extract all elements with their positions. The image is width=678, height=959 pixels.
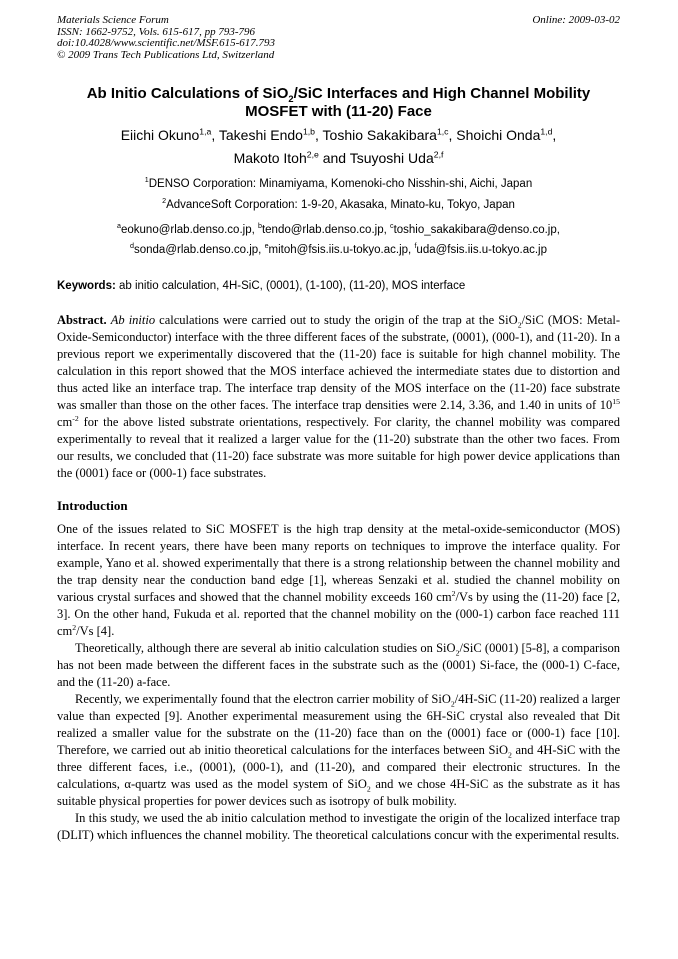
emails-line-2: $^d$sonda@rlab.denso.co.jp, $^e$mitoh@fsis.iis.u-tokyo.ac.jp, $^f$uda@fsis.iis.u-tokyo.ac.jp — [130, 242, 547, 256]
doi-line: doi:10.4028/www.scientific.net/MSF.615-617.793 — [57, 37, 276, 49]
abstract-text: Ab initio calculations were carried out to study the origin of the trap at the SiO$_2$/SiC (MOS: Metal-Oxide-Semiconductor) interface with the three different faces of the substrate, (0001), (000-1), and (11-20). In a previous report we experimentally discovered that the (11-20) face is suitable for high channel mobility. The calculation in this report showed that the MOS interface achieved the intermediate states due to distortion and thus acted like an interface trap. The interface trap density of the MOS interface on the (11-20) face substrate was smaller than those on the other faces. The interface trap densities were 2.14, 3.36, and 1.40 in units of $10^{15}$ $cm^{-2}$ for the above listed substrate orientations, respectively. For clarity, the channel mobility was compared experimentally to reveal that it realized a larger value for the (11-20) substrate than the other two faces. From our results, we concluded that (11-20) face substrate was more suitable for high power device applications than the (0001) face or (000-1) face substrates. — [57, 313, 621, 480]
paper-title-line-2: MOSFET with (11-20) Face — [245, 103, 432, 120]
authors-line-2: Makoto Itoh$^{2,e}$ and Tsuyoshi Uda$^{2,f}$ — [233, 149, 444, 166]
intro-paragraph-1: One of the issues related to SiC MOSFET is the high trap density at the metal-oxide-semiconductor (MOS) interface. In recent years, there have been many reports on techniques to improve the interface quality. For example, Yano et al. showed experimentally that there is a strong relationship between the channel mobility and the trap density near the conduction band edge [1], whereas Senzaki et al. studied the channel mobility on various crystal surfaces and showed that the channel mobility exceeds 160 $cm^2/Vs$ by using the (11-20) face [2, 3]. On the other hand, Fukuda et al. reported that the channel mobility on the (000-1) carbon face reached 111 $cm^2/Vs$ [4]. — [57, 522, 620, 638]
affiliation-2: $^2$AdvanceSoft Corporation: 1-9-20, Akasaka, Minato-ku, Tokyo, Japan — [162, 197, 515, 211]
keywords-text: ab initio calculation, 4H-SiC, (0001), (1-100), (11-20), MOS interface — [119, 280, 466, 292]
journal-header — [57, 15, 620, 61]
issn-line: ISSN: 1662-9752, Vols. 615-617, pp 793-796 — [57, 25, 255, 38]
copyright-line: © 2009 Trans Tech Publications Ltd, Switzerland — [57, 48, 275, 61]
keywords-label: Keywords: — [57, 280, 116, 292]
emails-line-1: $^a$eokuno@rlab.denso.co.jp, $^b$tendo@rlab.denso.co.jp, $^c$toshio_sakakibara@denso.co.jp, — [117, 222, 560, 236]
author-emails — [57, 220, 620, 260]
authors-line-1: Eiichi Okuno$^{1,a}$, Takeshi Endo$^{1,b}$, Toshio Sakakibara$^{1,c}$, Shoichi Onda$^{1,d}$, — [120, 126, 557, 143]
intro-paragraph-3: Recently, we experimentally found that the electron carrier mobility of SiO$_2$/4H-SiC (11-20) realized a larger value than expected [9]. Another experimental measurement using the 6H-SiC crystal also revealed that Dit realized a smaller value for the substrate on the (11-20) face than on the (0001) face or (000-1) face [10]. Therefore, we carried out ab initio theoretical calculations for the interfaces between SiO$_2$ and 4H-SiC with the three different faces, i.e., (0001), (000-1), and (11-20), and compared their electronic structures. In the calculations, α-quartz was used as the model system of SiO$_2$ and we chose 4H-SiC as the substrate as it has suitable physical properties for power devices such as isotropy of bulk mobility. — [57, 692, 620, 808]
journal-name: Materials Science Forum — [57, 14, 169, 26]
online-date: Online: 2009-03-02 — [532, 14, 620, 26]
affiliation-1: $^1$DENSO Corporation: Minamiyama, Komenoki-cho Nisshin-shi, Aichi, Japan — [144, 176, 533, 190]
journal-header-left — [57, 15, 275, 61]
paper-title-line-1: Ab Initio Calculations of SiO$_2$/SiC Interfaces and High Channel Mobility — [86, 85, 591, 104]
keywords-row — [57, 280, 620, 293]
authors — [57, 124, 620, 170]
paper-title — [57, 85, 620, 121]
abstract-label: Abstract. — [57, 313, 107, 327]
abstract-paragraph — [57, 312, 620, 482]
intro-paragraph-4: In this study, we used the ab initio calculation method to investigate the origin of the localized interface trap (DLIT) which influences the channel mobility. The theoretical calculations concur with the experimental results. — [57, 811, 620, 842]
intro-paragraph-2: Theoretically, although there are several ab initio calculation studies on SiO$_2$/SiC (0001) [5-8], a comparison has not been made between the different faces in the substrate such as the (0001) Si-face, the (000-1) C-face, and the (11-20) a-face. — [57, 641, 620, 689]
introduction-heading: Introduction — [57, 498, 128, 513]
